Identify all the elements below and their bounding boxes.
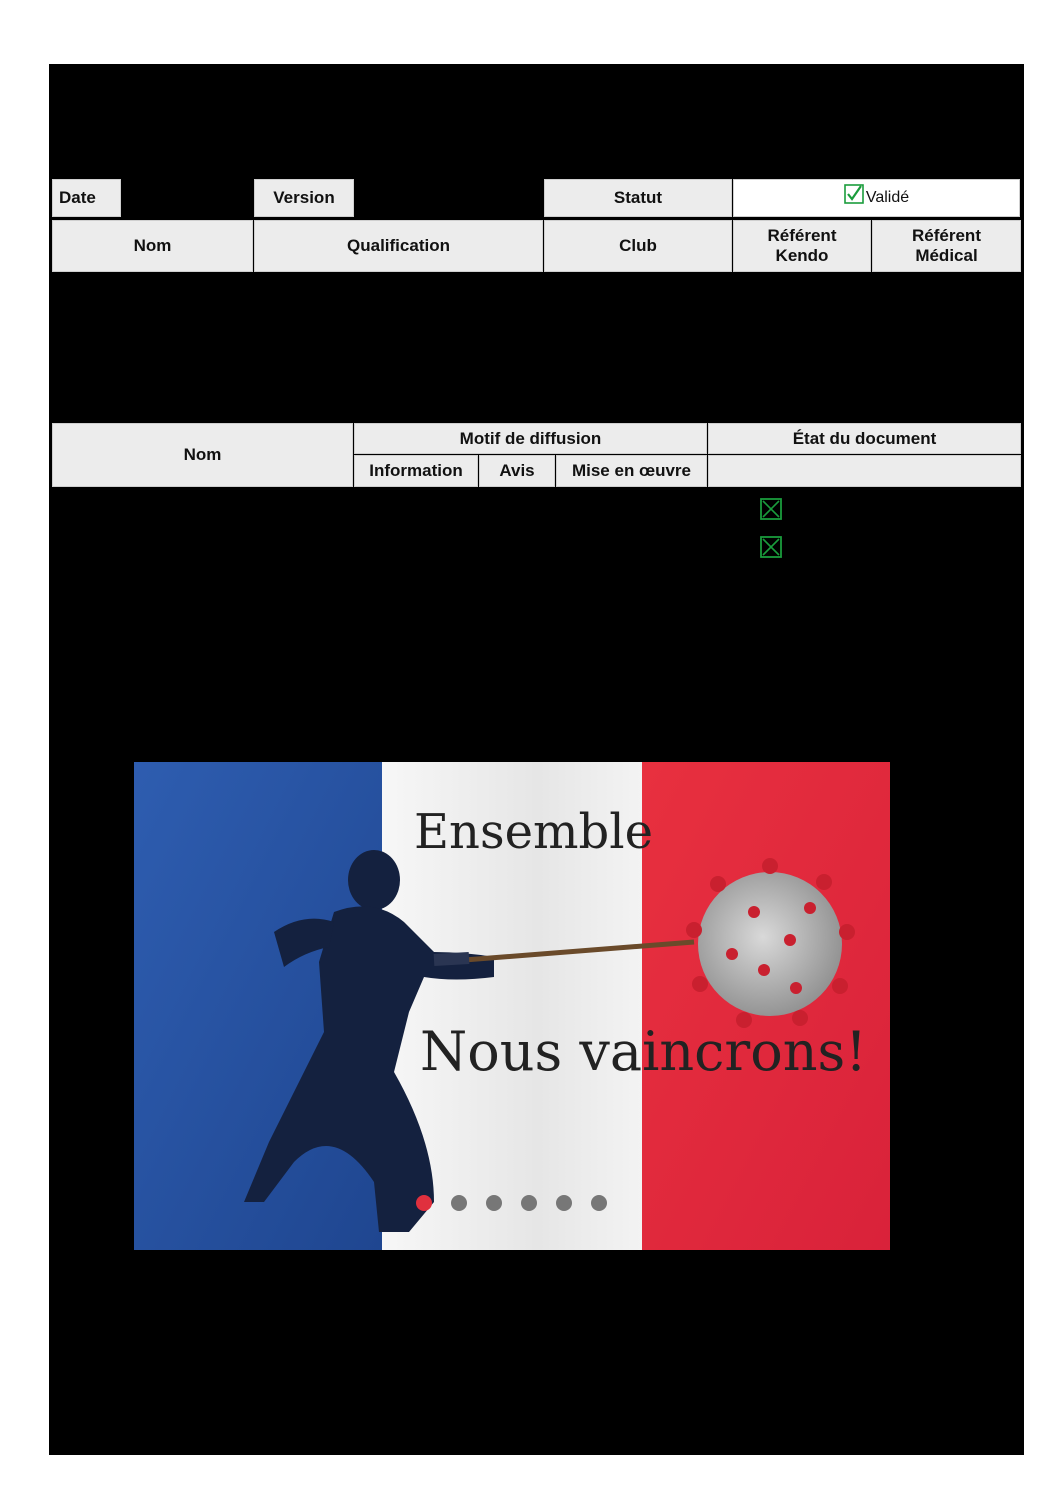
date-label: Date: [52, 179, 121, 217]
version-label: Version: [254, 179, 354, 217]
col-referent-kendo: Référent Kendo: [733, 220, 871, 272]
etat-checkbox-icon-2[interactable]: [760, 536, 782, 558]
carousel-dot-6[interactable]: [591, 1195, 607, 1211]
dist-col-nom: Nom: [52, 423, 353, 487]
col-qualification: Qualification: [254, 220, 543, 272]
status-value: Validé: [865, 189, 910, 206]
etat-checkbox-icon-1[interactable]: [760, 498, 782, 520]
carousel-dot-5[interactable]: [556, 1195, 572, 1211]
poster-image: [134, 762, 890, 1250]
col-nom: Nom: [52, 220, 253, 272]
col-club: Club: [544, 220, 732, 272]
poster-line-1: Ensemble: [414, 804, 653, 860]
etat-subcell: [708, 455, 1021, 487]
carousel-dot-4[interactable]: [521, 1195, 537, 1211]
motif-header: Motif de diffusion: [354, 423, 707, 454]
carousel-dot-1[interactable]: [416, 1195, 432, 1211]
poster-line-2: Nous vaincrons!: [420, 1020, 867, 1083]
status-value-cell: [733, 179, 1020, 217]
col-avis: Avis: [479, 455, 555, 487]
carousel-dot-3[interactable]: [486, 1195, 502, 1211]
status-label: Statut: [544, 179, 732, 217]
carousel-dot-2[interactable]: [451, 1195, 467, 1211]
etat-header: État du document: [708, 423, 1021, 454]
col-mise-en-oeuvre: Mise en œuvre: [556, 455, 707, 487]
col-information: Information: [354, 455, 478, 487]
col-referent-medical: Référent Médical: [872, 220, 1021, 272]
checkbox-checked-icon: [844, 184, 864, 204]
